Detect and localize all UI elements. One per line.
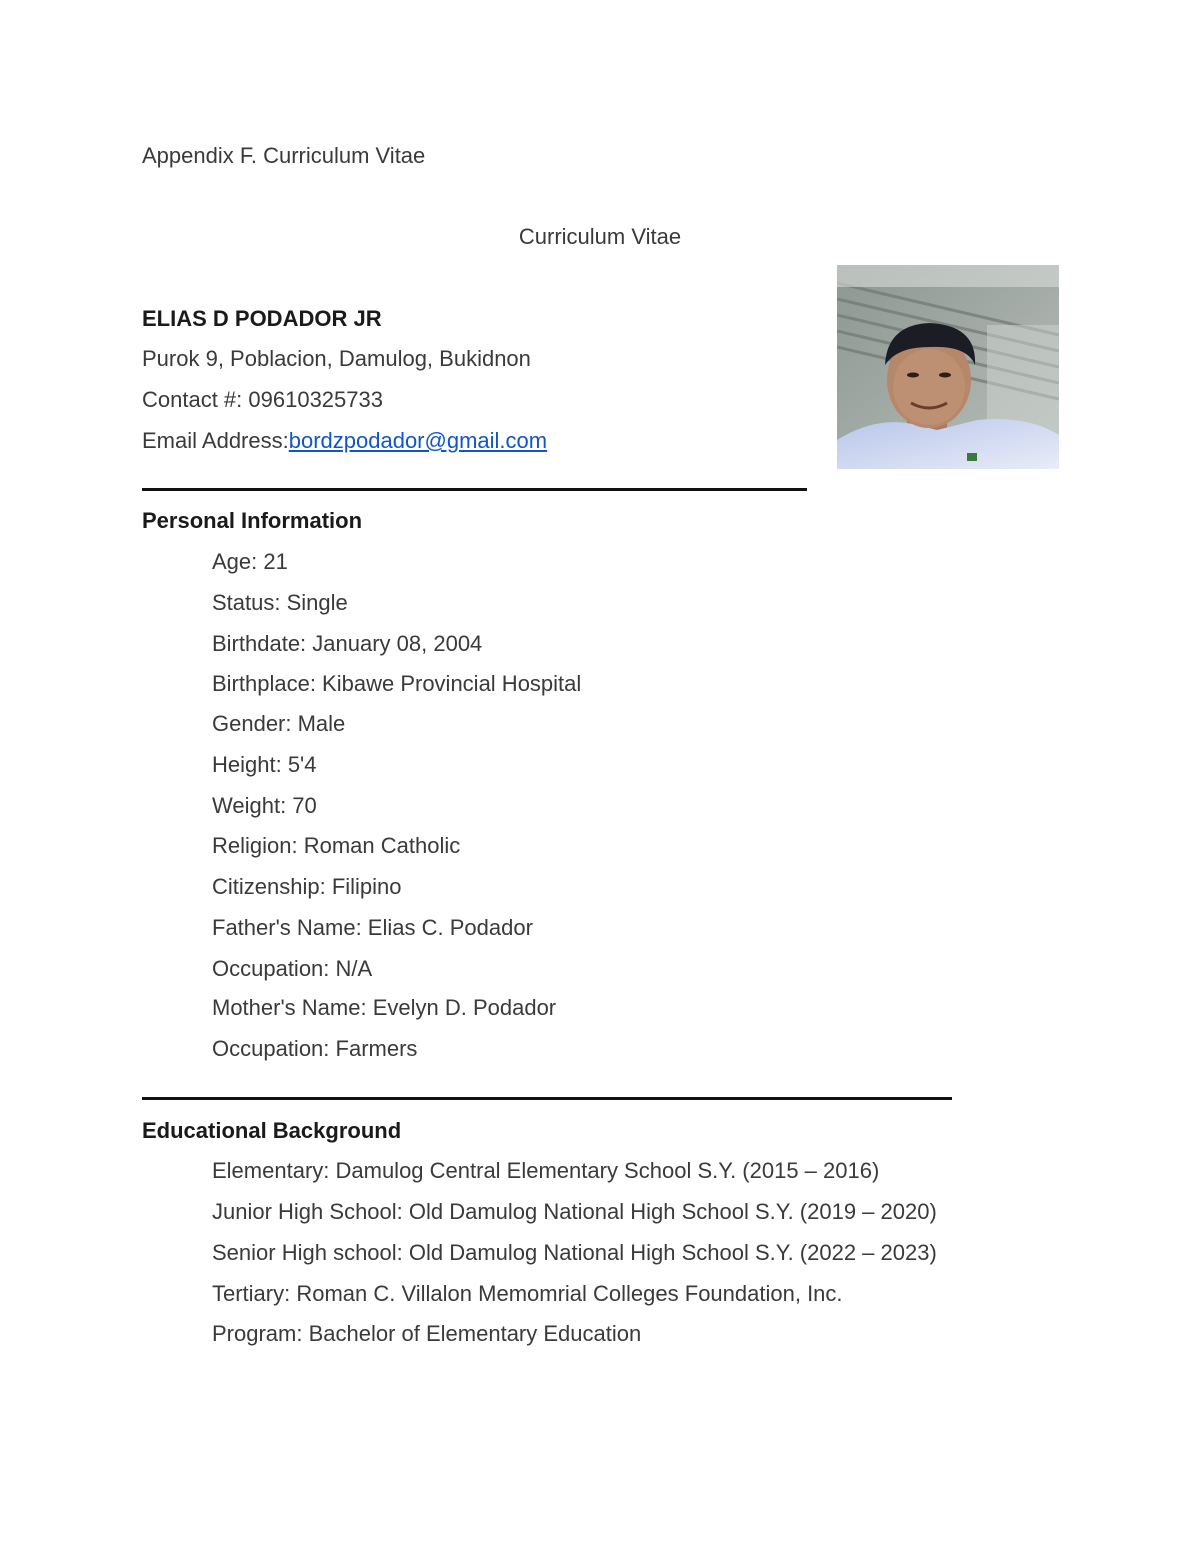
profile-photo (837, 265, 1059, 469)
education-heading: Educational Background (142, 1118, 402, 1143)
personal-info-heading: Personal Information (142, 508, 363, 533)
personal-info-item: Birthplace: Kibawe Provincial Hospital (212, 671, 582, 696)
education-item: Tertiary: Roman C. Villalon Memomrial Colleges Foundation, Inc. (212, 1281, 843, 1306)
personal-info-item: Religion: Roman Catholic (212, 833, 461, 858)
personal-info-item: Occupation: Farmers (212, 1036, 418, 1061)
education-item: Junior High School: Old Damulog National High School S.Y. (2019 – 2020) (212, 1199, 937, 1224)
address: Purok 9, Poblacion, Damulog, Bukidnon (142, 346, 531, 371)
personal-info-item: Weight: 70 (212, 793, 317, 818)
personal-info-item: Height: 5'4 (212, 752, 317, 777)
education-item: Senior High school: Old Damulog National High School S.Y. (2022 – 2023) (212, 1240, 937, 1265)
contact-number: Contact #: 09610325733 (142, 387, 383, 412)
personal-info-item: Mother's Name: Evelyn D. Podador (212, 995, 557, 1020)
email-label: Email Address: (142, 428, 289, 453)
education-item: Elementary: Damulog Central Elementary School S.Y. (2015 – 2016) (212, 1158, 880, 1183)
personal-info-item: Occupation: N/A (212, 956, 373, 981)
personal-info-item: Citizenship: Filipino (212, 874, 402, 899)
section-divider (142, 1097, 952, 1100)
personal-info-item: Status: Single (212, 590, 348, 615)
email-link[interactable]: bordzpodador@gmail.com (288, 428, 548, 453)
personal-info-item: Father's Name: Elias C. Podador (212, 915, 533, 940)
applicant-name: ELIAS D PODADOR JR (142, 306, 382, 331)
document-title: Curriculum Vitae (518, 224, 682, 249)
personal-info-item: Age: 21 (212, 549, 288, 574)
education-item: Program: Bachelor of Elementary Education (212, 1321, 642, 1346)
personal-info-item: Gender: Male (212, 711, 346, 736)
section-divider (142, 488, 807, 491)
appendix-label: Appendix F. Curriculum Vitae (142, 143, 426, 168)
personal-info-item: Birthdate: January 08, 2004 (212, 631, 483, 656)
email-line (142, 428, 547, 454)
